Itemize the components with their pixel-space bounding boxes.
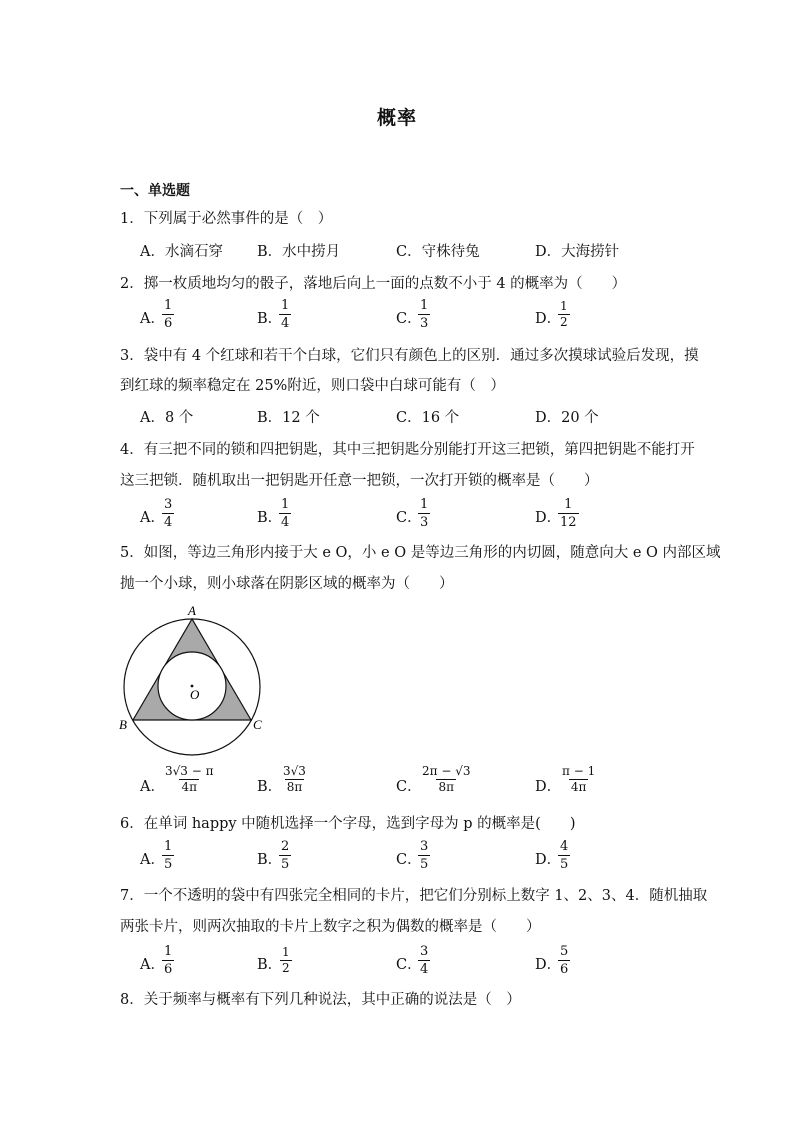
q3-option-a[interactable]: A．8 个 xyxy=(140,410,194,426)
q6-option-b-fraction xyxy=(279,839,291,872)
q2-option-c-label[interactable]: C． xyxy=(396,311,422,327)
q2-option-b-fraction xyxy=(279,298,291,331)
numerator: 1 xyxy=(564,497,573,512)
q4-stem-line2: 这三把锁．随机取出一把钥匙开任意一把锁，一次打开锁的概率是（ ） xyxy=(120,473,599,489)
center-label-o: O xyxy=(190,687,200,702)
q4-stem-line1: 4．有三把不同的锁和四把钥匙，其中三把钥匙分别能打开这三把锁，第四把钥匙不能打开 xyxy=(120,442,695,458)
q6-option-d-label[interactable]: D． xyxy=(535,852,562,868)
q5-option-a-fraction xyxy=(163,765,216,794)
numerator: 1 xyxy=(282,945,290,959)
vertex-label-c: C xyxy=(253,717,262,732)
q5-option-c-fraction xyxy=(420,765,473,794)
denominator: 3 xyxy=(420,515,429,530)
denominator: 6 xyxy=(164,962,173,977)
q4-option-c-fraction xyxy=(418,497,430,530)
q2-option-b-label[interactable]: B． xyxy=(257,311,283,327)
q2-option-a-label[interactable]: A． xyxy=(140,311,165,327)
denominator: 12 xyxy=(560,515,577,530)
q5-option-b-fraction xyxy=(281,765,308,794)
denominator: 6 xyxy=(164,316,173,331)
q4-option-a-fraction xyxy=(162,497,174,530)
q5-option-c-label[interactable]: C． xyxy=(396,779,422,795)
numerator: 1 xyxy=(164,839,173,854)
numerator: 3 xyxy=(164,497,173,512)
denominator: 3 xyxy=(420,316,429,331)
q1-option-a[interactable]: A．水滴石穿 xyxy=(140,244,223,260)
denominator: 2 xyxy=(560,315,568,329)
q7-option-c-label[interactable]: C． xyxy=(396,957,422,973)
q5-option-d-fraction xyxy=(560,765,597,794)
denominator: 5 xyxy=(560,857,569,872)
q1-option-b[interactable]: B．水中捞月 xyxy=(257,244,341,260)
q6-stem: 6．在单词 happy 中随机选择一个字母，选到字母为 p 的概率是( ) xyxy=(120,816,576,832)
q2-option-d-fraction xyxy=(558,300,570,329)
q7-option-a-fraction xyxy=(162,944,174,977)
q5-stem-line2: 抛一个小球，则小球落在阴影区域的概率为（ ） xyxy=(120,576,454,592)
denominator: 6 xyxy=(560,962,569,977)
q4-option-d-fraction xyxy=(558,497,579,530)
q3-stem-line2: 到红球的频率稳定在 25%附近，则口袋中白球可能有（ ） xyxy=(120,378,505,394)
q1-option-d[interactable]: D．大海捞针 xyxy=(535,244,620,260)
q6-option-d-fraction xyxy=(558,839,570,872)
numerator: 1 xyxy=(560,299,568,313)
q2-option-c-fraction xyxy=(418,298,430,331)
vertex-label-a: A xyxy=(188,603,196,618)
q3-option-b[interactable]: B．12 个 xyxy=(257,410,320,426)
q5-stem-line1: 5．如图，等边三角形内接于大 e O，小 e O 是等边三角形的内切圆，随意向大 e O 内部区域 xyxy=(120,545,721,561)
denominator: 5 xyxy=(281,857,290,872)
q6-option-c-fraction xyxy=(418,839,430,872)
numerator: 1 xyxy=(164,944,173,959)
vertex-label-b: B xyxy=(119,717,127,732)
q6-option-a-label[interactable]: A． xyxy=(140,852,165,868)
q4-option-b-fraction xyxy=(279,497,291,530)
denominator: 4π xyxy=(181,780,198,794)
q4-option-b-label[interactable]: B． xyxy=(257,510,283,526)
q2-stem: 2．掷一枚质地均匀的骰子，落地后向上一面的点数不小于 4 的概率为（ ） xyxy=(120,276,627,292)
q3-option-c[interactable]: C．16 个 xyxy=(396,410,460,426)
denominator: 4π xyxy=(570,780,587,794)
q7-option-a-label[interactable]: A． xyxy=(140,957,165,973)
q2-option-a-fraction xyxy=(162,298,174,331)
q7-option-b-label[interactable]: B． xyxy=(257,957,283,973)
denominator: 4 xyxy=(281,316,290,331)
numerator: 4 xyxy=(560,839,569,854)
q6-option-b-label[interactable]: B． xyxy=(257,852,283,868)
denominator: 4 xyxy=(164,515,173,530)
page-title: 概率 xyxy=(376,107,417,129)
q4-option-d-label[interactable]: D． xyxy=(535,510,562,526)
q7-option-b-fraction xyxy=(280,946,292,975)
q7-option-d-label[interactable]: D． xyxy=(535,957,562,973)
q5-option-d-label[interactable]: D． xyxy=(535,779,562,795)
q6-option-a-fraction xyxy=(162,839,174,872)
numerator: 1 xyxy=(420,298,429,313)
q5-option-b-label[interactable]: B． xyxy=(257,779,283,795)
q5-option-a-label[interactable]: A． xyxy=(140,779,165,795)
inscribed-triangle-figure xyxy=(112,598,272,758)
denominator: 4 xyxy=(281,515,290,530)
q4-option-a-label[interactable]: A． xyxy=(140,510,165,526)
denominator: 5 xyxy=(164,857,173,872)
numerator: 1 xyxy=(281,298,290,313)
section-heading: 一、单选题 xyxy=(120,183,190,199)
q4-option-c-label[interactable]: C． xyxy=(396,510,422,526)
numerator: 3√3 − π xyxy=(165,764,214,778)
denominator: 5 xyxy=(420,857,429,872)
q7-stem-line2: 两张卡片，则两次抽取的卡片上数字之积为偶数的概率是（ ） xyxy=(120,919,541,935)
q6-option-c-label[interactable]: C． xyxy=(396,852,422,868)
numerator: 1 xyxy=(164,298,173,313)
q1-option-c[interactable]: C．守株待兔 xyxy=(396,244,480,260)
numerator: π − 1 xyxy=(562,764,596,778)
denominator: 8π xyxy=(286,780,303,794)
numerator: 3 xyxy=(420,839,429,854)
numerator: 2π − √3 xyxy=(422,764,471,778)
numerator: 2 xyxy=(281,839,290,854)
q8-stem: 8．关于频率与概率有下列几种说法，其中正确的说法是（ ） xyxy=(120,992,521,1008)
q3-stem-line1: 3．袋中有 4 个红球和若干个白球，它们只有颜色上的区别．通过多次摸球试验后发现，摸 xyxy=(120,348,699,364)
q7-stem-line1: 7．一个不透明的袋中有四张完全相同的卡片，把它们分别标上数字 1、2、3、4．随机抽取 xyxy=(120,888,708,904)
q3-option-d[interactable]: D．20 个 xyxy=(535,410,599,426)
denominator: 8π xyxy=(438,780,455,794)
denominator: 2 xyxy=(282,961,290,975)
q1-stem: 1．下列属于必然事件的是（ ） xyxy=(120,211,333,227)
q2-option-d-label[interactable]: D． xyxy=(535,311,562,327)
q7-option-c-fraction xyxy=(418,944,430,977)
denominator: 4 xyxy=(420,962,429,977)
numerator: 5 xyxy=(560,944,569,959)
numerator: 3√3 xyxy=(283,764,306,778)
numerator: 1 xyxy=(281,497,290,512)
q7-option-d-fraction xyxy=(558,944,570,977)
numerator: 1 xyxy=(420,497,429,512)
numerator: 3 xyxy=(420,944,429,959)
